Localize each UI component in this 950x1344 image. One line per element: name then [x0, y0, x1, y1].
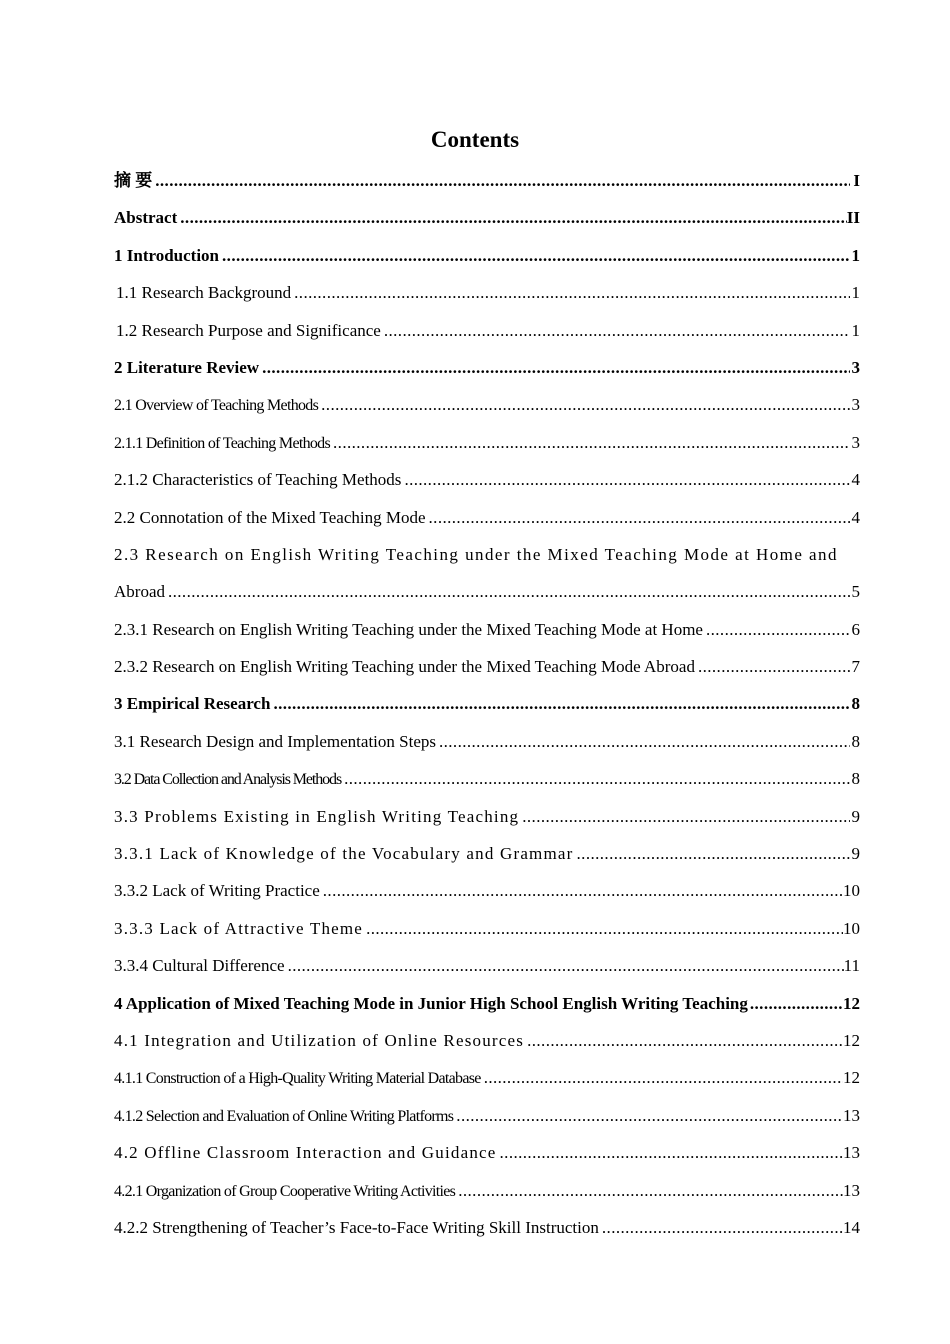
toc-entry[interactable]	[114, 611, 860, 648]
toc-entry[interactable]	[114, 499, 860, 536]
dot-leader	[341, 760, 850, 797]
dot-leader	[519, 798, 850, 835]
toc-entry-page: 3	[851, 395, 860, 415]
dot-leader	[330, 424, 850, 461]
toc-entry-label: 3.3.2 Lack of Writing Practice	[114, 881, 320, 901]
toc-entry-label: 1.1 Research Background	[116, 283, 292, 303]
toc-entry-label: 2.2 Connotation of the Mixed Teaching Mode	[114, 507, 426, 527]
dot-leader	[695, 648, 850, 685]
dot-leader	[574, 835, 850, 872]
toc-entry-page: 6	[851, 619, 860, 639]
toc-entry[interactable]	[114, 274, 860, 311]
toc-entry[interactable]	[114, 573, 860, 610]
dot-leader	[497, 1134, 843, 1171]
dot-leader	[453, 1097, 843, 1134]
toc-entry[interactable]	[114, 872, 860, 909]
toc-entry-label: 1 Introduction	[114, 245, 220, 265]
toc-entry-label: 2.3.1 Research on English Writing Teaching under the Mixed Teaching Mode at Home	[114, 619, 703, 639]
dot-leader	[285, 947, 844, 984]
toc-entry-page: 12	[843, 1068, 860, 1088]
toc-entry[interactable]	[114, 1134, 860, 1171]
toc-entry[interactable]	[114, 312, 860, 349]
toc-entry-page: 12	[843, 993, 860, 1013]
toc-entry[interactable]	[114, 910, 860, 947]
dot-leader	[219, 237, 850, 274]
dot-leader	[426, 499, 850, 536]
toc-entry-page: 13	[843, 1180, 860, 1200]
toc-entry[interactable]	[114, 349, 860, 386]
toc-entry-label: 摘 要	[114, 171, 153, 190]
toc-entry-page: 3	[851, 357, 860, 377]
toc-entry-label: 4.2.1 Organization of Group Cooperative Writing Activities	[114, 1182, 456, 1200]
table-of-contents	[114, 162, 860, 1246]
toc-entry-page: 1	[851, 283, 860, 303]
toc-entry-page: 13	[843, 1143, 860, 1163]
toc-entry[interactable]	[114, 1097, 860, 1134]
toc-entry-label: 2.1.2 Characteristics of Teaching Methods	[114, 470, 402, 490]
toc-entry-label: 1.2 Research Purpose and Significance	[116, 320, 381, 340]
toc-entry[interactable]	[114, 461, 860, 498]
toc-entry-label: 2.1 Overview of Teaching Methods	[114, 397, 319, 415]
toc-entry-page: 9	[851, 844, 860, 864]
dot-leader	[259, 349, 850, 386]
toc-entry-label: Abstract	[114, 208, 178, 228]
toc-entry-label: 3.3.3 Lack of Attractive Theme	[114, 918, 364, 938]
toc-entry-label: 4.2.2 Strengthening of Teacher’s Face-to-Face Writing Skill Instruction	[114, 1217, 599, 1237]
dot-leader	[320, 872, 843, 909]
toc-entry[interactable]	[114, 199, 860, 236]
toc-entry-label: 4 Application of Mixed Teaching Mode in Junior High School English Writing Teaching	[114, 993, 748, 1013]
toc-entry-label: 3.2 Data Collection and Analysis Methods	[114, 771, 342, 789]
toc-entry-page: 1	[851, 245, 860, 265]
dot-leader	[177, 199, 847, 236]
toc-entry-wrapped-line[interactable]	[114, 536, 860, 573]
dot-leader	[270, 685, 850, 722]
dot-leader	[152, 162, 850, 199]
toc-entry-label: 3.3 Problems Existing in English Writing Teaching	[114, 806, 520, 826]
toc-entry[interactable]	[114, 237, 860, 274]
dot-leader	[318, 386, 850, 423]
toc-entry[interactable]	[114, 798, 860, 835]
toc-entry-label: 2.1.1 Definition of Teaching Methods	[114, 434, 331, 452]
dot-leader	[165, 573, 850, 610]
dot-leader	[381, 312, 850, 349]
toc-entry[interactable]	[114, 162, 860, 199]
toc-entry[interactable]	[114, 760, 860, 797]
toc-entry-label-line1: 2.3 Research on English Writing Teaching under the Mixed Teaching Mode at Home and	[114, 544, 838, 564]
toc-entry[interactable]	[114, 947, 860, 984]
toc-entry-page: 10	[843, 918, 860, 938]
toc-entry-page: II	[846, 208, 860, 228]
toc-entry-label: 4.1.2 Selection and Evaluation of Online Writing Platforms	[114, 1107, 454, 1125]
toc-entry[interactable]	[114, 1172, 860, 1209]
toc-entry-label: 4.1 Integration and Utilization of Online Resources	[114, 1030, 525, 1050]
toc-entry[interactable]	[114, 835, 860, 872]
dot-leader	[436, 723, 850, 760]
toc-entry[interactable]	[114, 424, 860, 461]
toc-entry[interactable]	[114, 685, 860, 722]
dot-leader	[363, 910, 843, 947]
toc-entry-label: 4.1.1 Construction of a High-Quality Writing Material Database	[114, 1070, 481, 1088]
toc-entry-label: Abroad	[114, 582, 165, 602]
toc-entry-page: 8	[851, 769, 860, 789]
toc-entry-label: 4.2 Offline Classroom Interaction and Guidance	[114, 1143, 497, 1163]
toc-entry-page: 13	[843, 1105, 860, 1125]
toc-entry-page: 5	[851, 582, 860, 602]
toc-entry-page: 1	[851, 320, 860, 340]
toc-entry-page: 12	[843, 1030, 860, 1050]
toc-entry-label: 3.3.4 Cultural Difference	[114, 956, 285, 976]
page-title: Contents	[430, 127, 520, 152]
toc-entry[interactable]	[114, 985, 860, 1022]
toc-entry-page: 7	[851, 657, 860, 677]
toc-entry[interactable]	[114, 648, 860, 685]
toc-entry-page: 10	[843, 881, 860, 901]
toc-entry[interactable]	[114, 386, 860, 423]
toc-entry-label: 3 Empirical Research	[114, 694, 271, 714]
dot-leader	[748, 985, 843, 1022]
toc-entry-page: 14	[843, 1217, 860, 1237]
toc-entry[interactable]	[114, 1022, 860, 1059]
toc-entry-label: 2.3.2 Research on English Writing Teaching under the Mixed Teaching Mode Abroad	[114, 657, 695, 677]
toc-entry-page: 4	[851, 507, 860, 527]
toc-entry-page: 8	[851, 694, 860, 714]
toc-entry-page: I	[853, 171, 860, 190]
toc-entry[interactable]	[114, 1059, 860, 1096]
toc-entry-label: 2 Literature Review	[114, 357, 260, 377]
toc-entry-page: 8	[851, 731, 860, 751]
dot-leader	[455, 1172, 843, 1209]
toc-entry-label: 3.1 Research Design and Implementation Steps	[114, 731, 436, 751]
toc-entry-page: 4	[851, 470, 860, 490]
toc-entry-label: 3.3.1 Lack of Knowledge of the Vocabulary and Grammar	[114, 844, 574, 864]
dot-leader	[481, 1059, 843, 1096]
dot-leader	[524, 1022, 843, 1059]
dot-leader	[703, 611, 850, 648]
dot-leader	[401, 461, 850, 498]
toc-entry[interactable]	[114, 1209, 860, 1246]
dot-leader	[599, 1209, 843, 1246]
toc-entry-page: 9	[851, 806, 860, 826]
toc-entry[interactable]	[114, 723, 860, 760]
dot-leader	[291, 274, 850, 311]
toc-entry-page: 3	[851, 432, 860, 452]
toc-entry-page: 11	[843, 956, 860, 976]
